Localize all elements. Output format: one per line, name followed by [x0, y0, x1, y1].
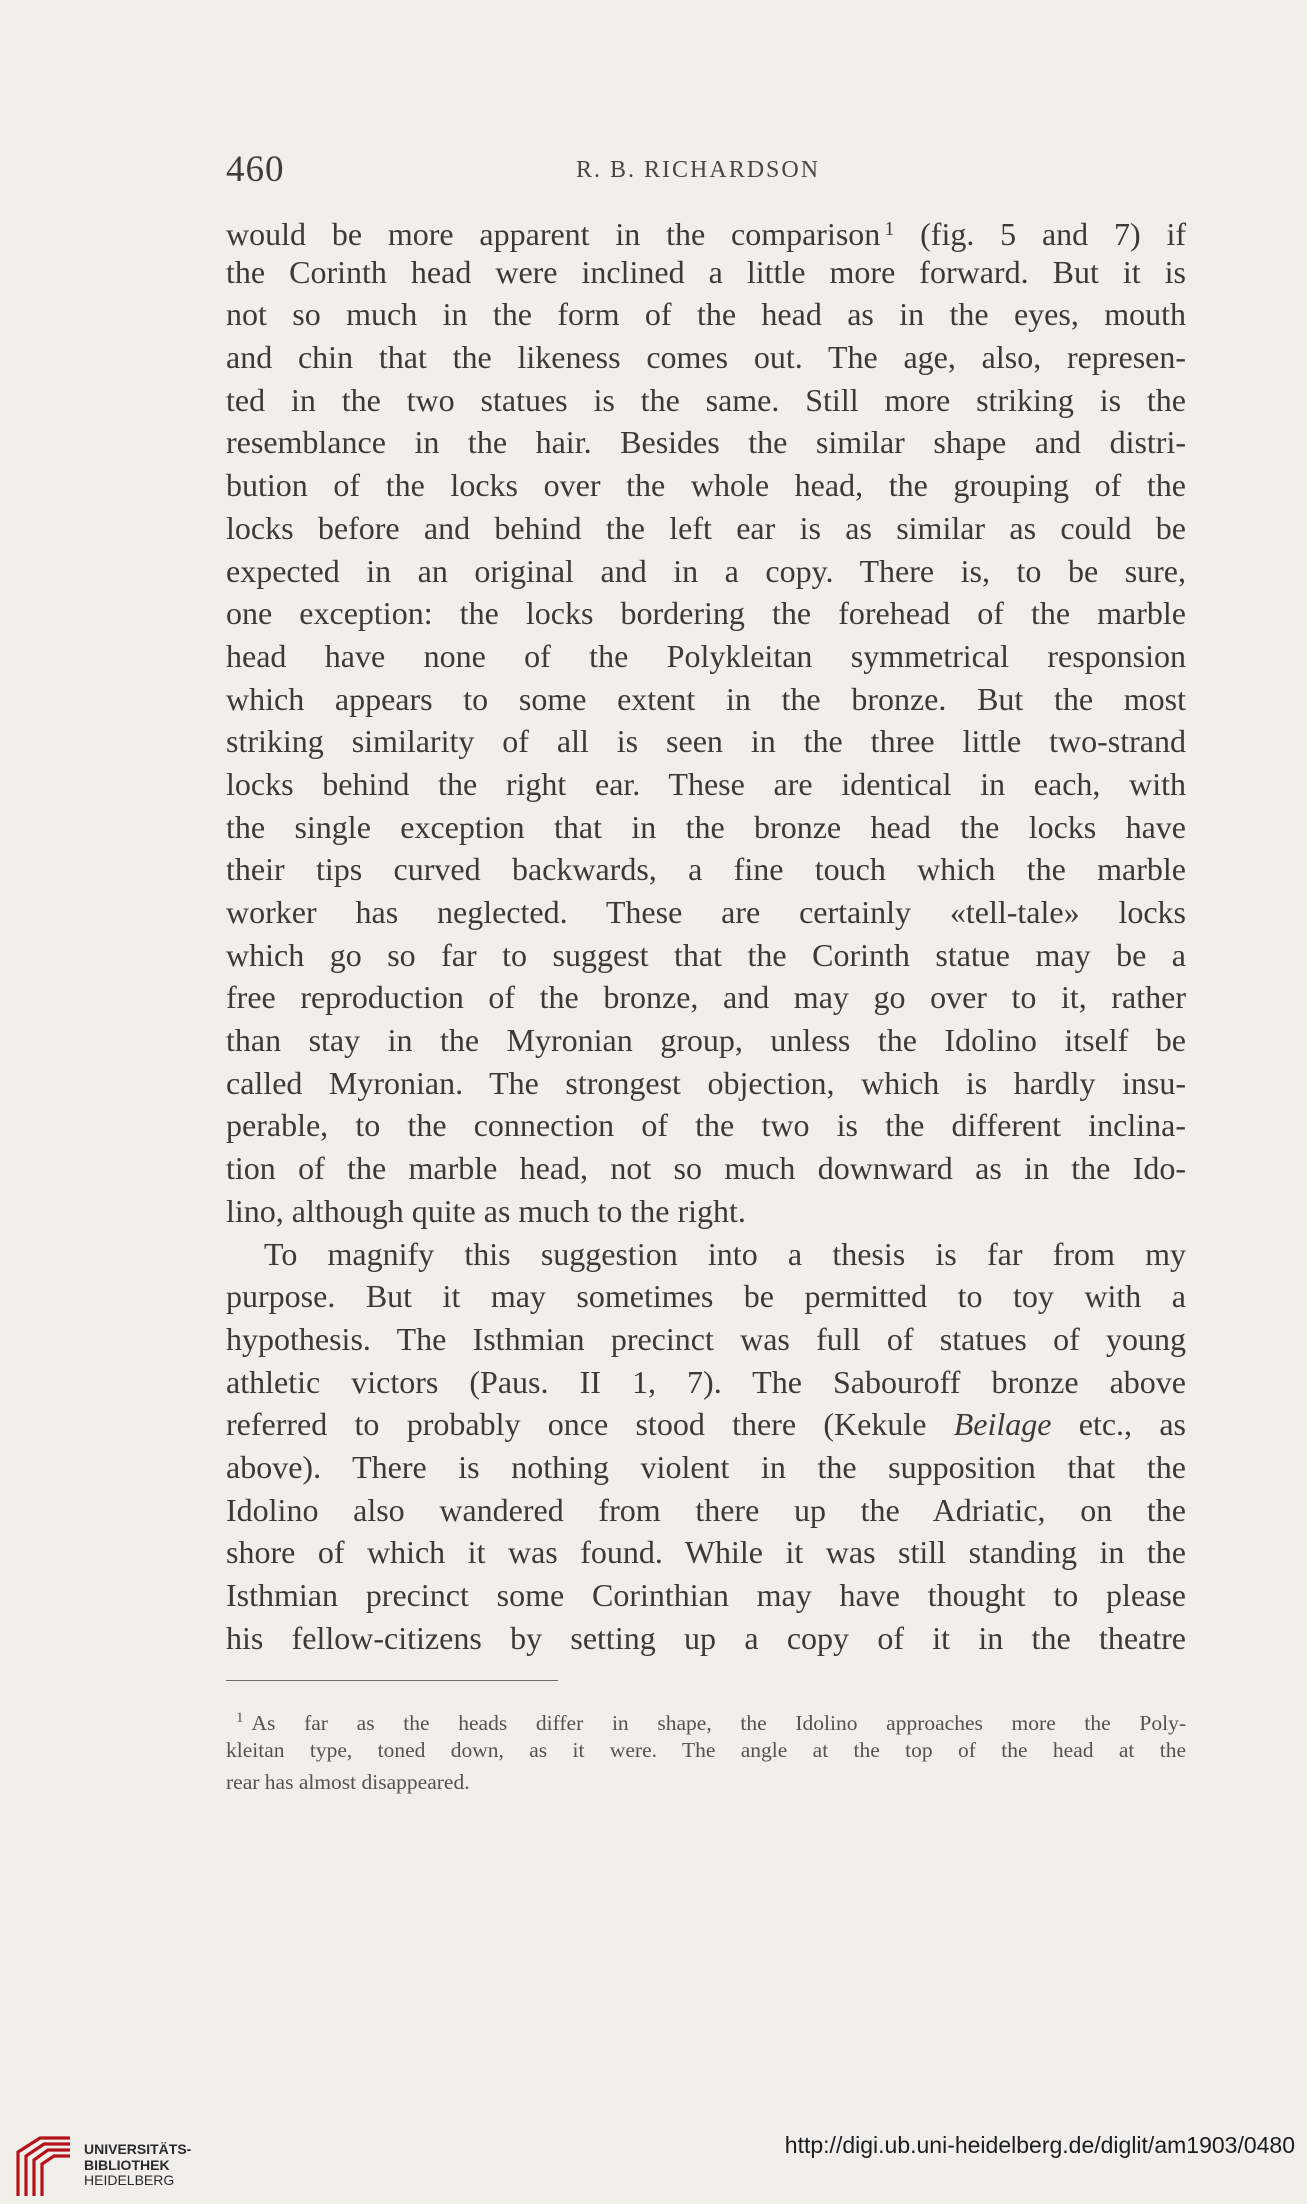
text-line: the single exception that in the bronze head the locks have — [226, 808, 1186, 845]
text-line: expected in an original and in a copy. There is, to be sure, — [226, 552, 1186, 589]
footnote-reference[interactable]: 1 — [884, 218, 895, 240]
footnote-line: rear has almost disappeared. — [226, 1770, 470, 1794]
body-text — [226, 208, 1186, 1659]
text-line: tion of the marble head, not so much downward as in the Ido- — [226, 1150, 1186, 1187]
text-line: resemblance in the hair. Besides the similar shape and distri- — [226, 424, 1186, 461]
text-line: lino, although quite as much to the right. — [226, 1192, 746, 1229]
text-line: locks behind the right ear. These are identical in each, with — [226, 765, 1186, 802]
page-header — [226, 148, 1186, 198]
footnote-divider — [226, 1680, 558, 1681]
text-line: not so much in the form of the head as in the eyes, mouth — [226, 296, 1186, 333]
text-line: and chin that the likeness comes out. The age, also, represen- — [226, 339, 1186, 376]
text-line: striking similarity of all is seen in the three little two-strand — [226, 723, 1186, 760]
source-url-link[interactable]: http://digi.ub.uni-heidelberg.de/diglit/am1903/0480 — [784, 2132, 1295, 2158]
text-line: which go so far to suggest that the Corinth statue may be a — [226, 936, 1186, 973]
text-line: purpose. But it may sometimes be permitted to toy with a — [226, 1278, 1186, 1315]
library-name: UNIVERSITÄTS- BIBLIOTHEK HEIDELBERG — [84, 2141, 192, 2188]
text-line: worker has neglected. These are certainly «tell-tale» locks — [226, 894, 1186, 930]
footnote — [226, 1702, 1186, 1798]
text-line: than stay in the Myronian group, unless the Idolino itself be — [226, 1022, 1186, 1059]
text-line: Idolino also wandered from there up the Adriatic, on the — [226, 1491, 1186, 1528]
footnote-line: kleitan type, toned down, as it were. The angle at the top of the head at the — [226, 1738, 1186, 1762]
text-line: the Corinth head were inclined a little more forward. But it is — [226, 253, 1186, 290]
text-line: hypothesis. The Isthmian precinct was full of statues of young — [226, 1320, 1186, 1357]
text-line: would be more apparent in the comparison $^1$ (fig. 5 and 7) if — [226, 216, 1187, 252]
text-line: referred to probably once stood there (Kekule Beilage etc., as — [226, 1406, 1186, 1443]
footnote-marker: 1 — [236, 1710, 244, 1726]
running-head: R. B. RICHARDSON — [576, 157, 821, 183]
text-line: his fellow-citizens by setting up a copy of it in the theatre — [226, 1619, 1186, 1656]
text-line: above). There is nothing violent in the supposition that the — [226, 1448, 1186, 1485]
text-line: shore of which it was found. While it was still standing in the — [226, 1534, 1186, 1571]
text-line: called Myronian. The strongest objection, which is hardly insu- — [226, 1064, 1186, 1101]
text-line: locks before and behind the left ear is as similar as could be — [226, 509, 1186, 546]
text-line: Isthmian precinct some Corinthian may have thought to please — [226, 1577, 1186, 1613]
footnote-line: $^1$ As far as the heads differ in shape, the Idolino approaches more the Poly- — [236, 1710, 1186, 1735]
text-line: athletic victors (Paus. II 1, 7). The Sabouroff bronze above — [226, 1363, 1186, 1400]
page-footer — [0, 2114, 1307, 2204]
text-line: head have none of the Polykleitan symmetrical responsion — [226, 637, 1186, 674]
italic-citation: Beilage — [953, 1406, 1052, 1443]
text-line: perable, to the connection of the two is the different inclina- — [226, 1107, 1186, 1144]
text-line: which appears to some extent in the bronze. But the most — [226, 680, 1186, 717]
text-line: ted in the two statues is the same. Still more striking is the — [226, 381, 1186, 418]
text-line: one exception: the locks bordering the forehead of the marble — [226, 595, 1186, 632]
page-number: 460 — [226, 149, 285, 190]
text-line: To magnify this suggestion into a thesis is far from my — [264, 1235, 1186, 1272]
library-logo-icon — [14, 2134, 74, 2198]
text-line: free reproduction of the bronze, and may go over to it, rather — [226, 979, 1186, 1016]
text-line: their tips curved backwards, a fine touch which the marble — [226, 851, 1186, 888]
text-line: bution of the locks over the whole head, the grouping of the — [226, 467, 1186, 504]
